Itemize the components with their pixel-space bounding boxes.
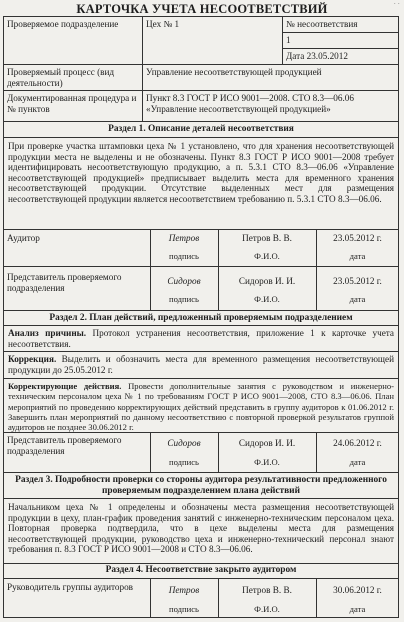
caption-date: дата <box>349 251 366 261</box>
rule <box>3 472 399 473</box>
caption-signature: подпись <box>169 251 199 261</box>
rule <box>282 16 283 64</box>
lead-label: Руководитель группы аудиторов <box>7 582 134 592</box>
caption-fio: Ф.И.О. <box>254 294 280 304</box>
checked-unit-label: Проверяемое подразделение <box>7 19 119 29</box>
rep-date: 23.05.2012 г. <box>333 276 382 286</box>
rule <box>3 432 399 433</box>
card-title: КАРТОЧКА УЧЕТА НЕСООТВЕТСТВИЙ <box>76 2 328 16</box>
rule <box>3 16 399 17</box>
section3-heading: Раздел 3. Подробности проверки со стороны аудитора результативности предложенного проверяемым подразделением плана действий <box>15 475 387 496</box>
checked-unit-value: Цех № 1 <box>146 19 180 29</box>
nc-number-label: № несоответствия <box>286 19 358 29</box>
section1-description: При проверке участка штамповки цеха № 1 установлено, что для хранения несоответствующей продукции места не выделены и не обозначены. Пункт 8.3 ГОСТ Р ИСО 9001—2008 требует идентифицировать несоответствующую продукцию, а п. 5.3.1 СТО 8.3—06.06 «Управление несоответствующей продукцией» предписывает выделить места для временного хранения несоответствующей продукции. Отсутствие выделенных мест для размещения несоответствующей продукции является несоответствием требованию п. 5.3.1 СТО 8.3—06.06. <box>8 141 394 204</box>
rule <box>3 229 399 230</box>
auditor-signature: Петров <box>168 233 200 243</box>
rep-label: Представитель проверяемого подразделения <box>7 272 122 293</box>
rule <box>282 32 399 33</box>
correction-paragraph <box>8 354 394 375</box>
caption-signature: подпись <box>169 604 199 614</box>
caption-signature: подпись <box>169 294 199 304</box>
correction-label: Коррекция. <box>8 354 57 364</box>
s2-rep-name: Сидоров И. И. <box>238 438 296 448</box>
s2-rep-signature: Сидоров <box>167 438 201 448</box>
auditor-date: 23.05.2012 г. <box>333 233 382 243</box>
rule <box>3 137 399 138</box>
corrective-label: Корректирующие действия. <box>8 381 122 391</box>
rule <box>3 578 399 579</box>
rule <box>3 563 399 564</box>
section2-heading: Раздел 2. План действий, предложенный проверяемым подразделением <box>49 313 353 323</box>
correction-text: Выделить и обозначить места для временного размещения несоответствующей продукции до 25.05.2012 г. <box>8 354 394 375</box>
process-label: Проверяемый процесс (вид деятельности) <box>7 67 115 88</box>
lead-name: Петров В. В. <box>242 585 292 595</box>
rule <box>142 16 143 64</box>
nc-number-value: 1 <box>286 35 291 45</box>
page-mark: · · <box>393 0 400 8</box>
analysis-paragraph <box>8 328 394 349</box>
rule <box>3 351 399 352</box>
rule <box>3 64 399 65</box>
rule <box>142 64 143 121</box>
lead-signature: Петров <box>168 585 200 595</box>
caption-signature: подпись <box>169 457 199 467</box>
docs-label: Документированная процедура и № пунктов <box>7 93 137 114</box>
rule <box>3 310 399 311</box>
caption-date: дата <box>349 604 366 614</box>
caption-fio: Ф.И.О. <box>254 604 280 614</box>
corrective-paragraph <box>8 381 394 432</box>
rule <box>3 498 399 499</box>
rep-signature: Сидоров <box>167 276 201 286</box>
caption-fio: Ф.И.О. <box>254 457 280 467</box>
analysis-text: Протокол устранения несоответствия, приложение 1 к карточке учета несоответствия. <box>8 328 394 349</box>
lead-date: 30.06.2012 г. <box>333 585 382 595</box>
nc-date-value: Дата 23.05.2012 <box>286 51 348 61</box>
auditor-name: Петров В. В. <box>242 233 292 243</box>
caption-date: дата <box>349 294 366 304</box>
s2-rep-date: 24.06.2012 г. <box>333 438 382 448</box>
rule <box>3 90 399 91</box>
process-value: Управление несоответствующей продукцией <box>146 67 322 77</box>
corrective-text: Провести дополнительные занятия с руководством и инженерно-техническим персоналом цеха № 1 по требованиям ГОСТ Р ИСО 9001—2008, СТО 8.3—06.06. План мероприятий по проведению корректирующих действий представить в группу аудиторов к 01.06.2012 г. Завершить план мероприятий по данному несоответствию с повторной проверкой результатов группой аудиторов не позднее 30.06.2012 г. <box>8 381 395 433</box>
rule <box>3 266 399 267</box>
section3-description: Начальником цеха № 1 определены и обозначены места размещения несоответствующей продукции в цеху, план-график проведения занятий с инженерно-техническим персоналом цеха. Повторная проверка подтвердила, что в цехе выделены места для размещения несоответствующей продукции, руководство цеха и инженерно-технический персонал знают требования п. 8.3 ГОСТ Р ИСО 9001—2008 и СТО 8.3—06.06. <box>8 502 394 555</box>
s2-rep-label: Представитель проверяемого подразделения <box>7 435 122 456</box>
caption-date: дата <box>349 457 366 467</box>
caption-fio: Ф.И.О. <box>254 251 280 261</box>
auditor-label: Аудитор <box>7 233 40 243</box>
rule <box>3 378 399 379</box>
rule <box>3 121 399 122</box>
rule <box>3 325 399 326</box>
analysis-label: Анализ причины. <box>8 328 87 338</box>
rule <box>282 48 399 49</box>
docs-value: Пункт 8.3 ГОСТ Р ИСО 9001—2008. СТО 8.3—06.06 «Управление несоответствующей продукцией» <box>146 93 354 114</box>
rep-name: Сидоров И. И. <box>238 276 296 286</box>
section4-heading: Раздел 4. Несоответствие закрыто аудитором <box>105 565 297 575</box>
section1-heading: Раздел 1. Описание деталей несоответствия <box>108 124 294 134</box>
